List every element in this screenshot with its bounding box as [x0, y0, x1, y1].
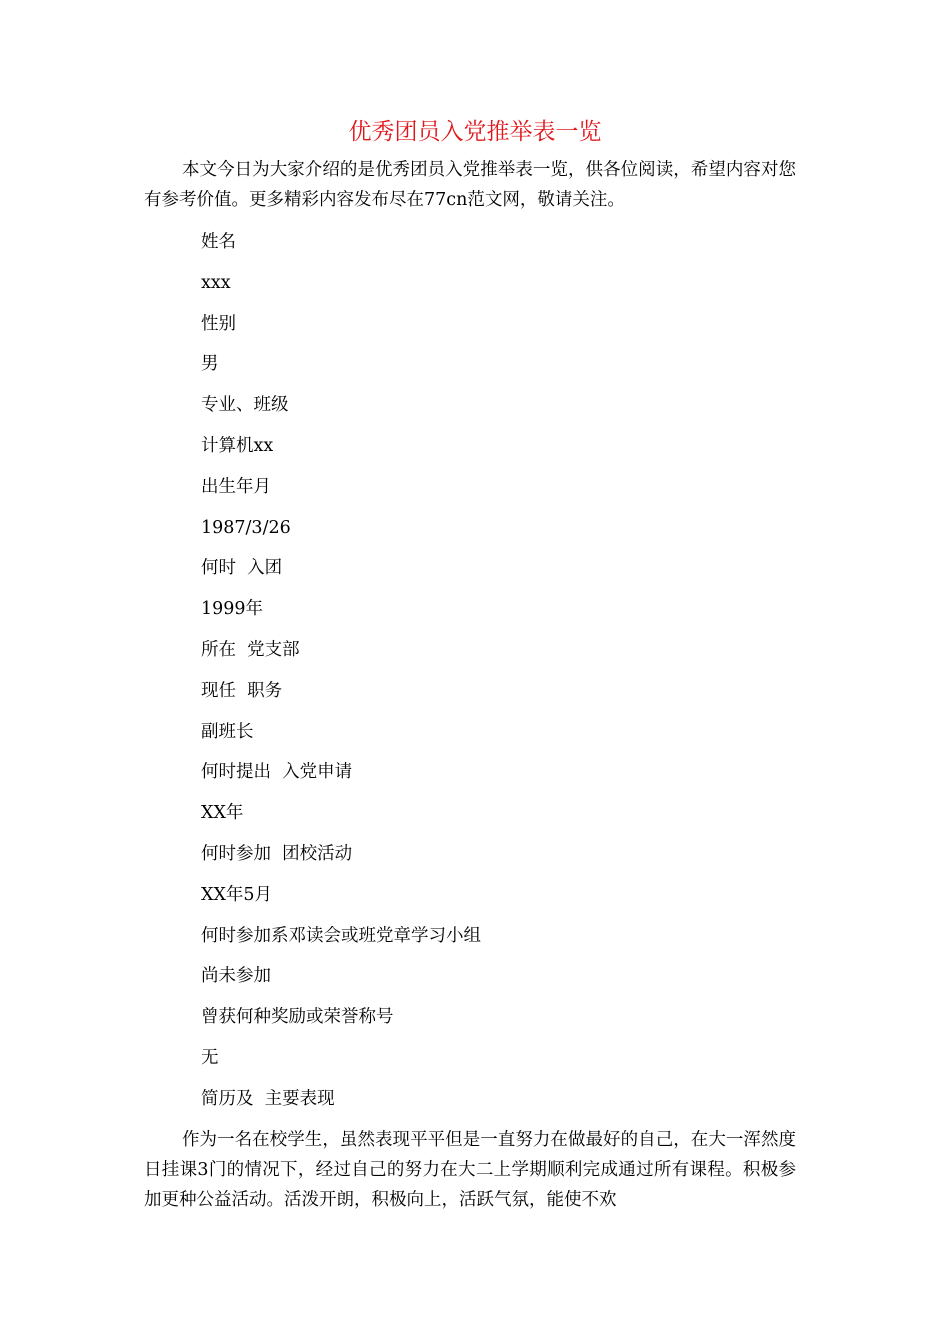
field-line: 尚未参加	[201, 966, 271, 987]
field-line: XX年5月	[201, 884, 273, 905]
field-line: 1987/3/26	[201, 517, 291, 538]
field-line: 副班长	[201, 721, 254, 742]
field-line: 所在 党支部	[201, 639, 300, 660]
field-line: 曾获何种奖励或荣誉称号	[201, 1007, 394, 1028]
field-line: 何时提出 入党申请	[201, 762, 353, 783]
field-line: 男	[201, 354, 219, 375]
body-paragraph: 作为一名在校学生，虽然表现平平但是一直努力在做最好的自己，在大一浑然度日挂课3门的情况下，经过自己的努力在大二上学期顺利完成通过所有课程。积极参加更种公益活动。活泼开朗，积极向上，活跃气氛，能使不欢	[144, 1130, 796, 1210]
field-line: 何时参加系邓读会或班党章学习小组	[201, 925, 481, 946]
field-line: 简历及 主要表现	[201, 1088, 335, 1109]
field-line: 何时 入团	[201, 558, 283, 579]
field-line: 性别	[201, 313, 236, 334]
field-line: 1999年	[201, 599, 264, 620]
field-line: 无	[201, 1047, 219, 1068]
field-line: 出生年月	[201, 476, 271, 497]
field-line: 专业、班级	[201, 395, 289, 416]
field-line: 何时参加 团校活动	[201, 843, 353, 864]
intro-paragraph: 本文今日为大家介绍的是优秀团员入党推举表一览，供各位阅读，希望内容对您有参考价值。更多精彩内容发布尽在77cn范文网，敬请关注。	[144, 160, 796, 210]
field-line: xxx	[201, 272, 231, 293]
form-field-list	[201, 228, 481, 1126]
field-line: XX年	[201, 803, 244, 824]
field-line: 姓名	[201, 232, 236, 252]
field-line: 计算机xx	[201, 435, 274, 456]
field-line: 现任 职务	[201, 680, 283, 701]
document-title: 优秀团员入党推举表一览	[348, 119, 602, 145]
